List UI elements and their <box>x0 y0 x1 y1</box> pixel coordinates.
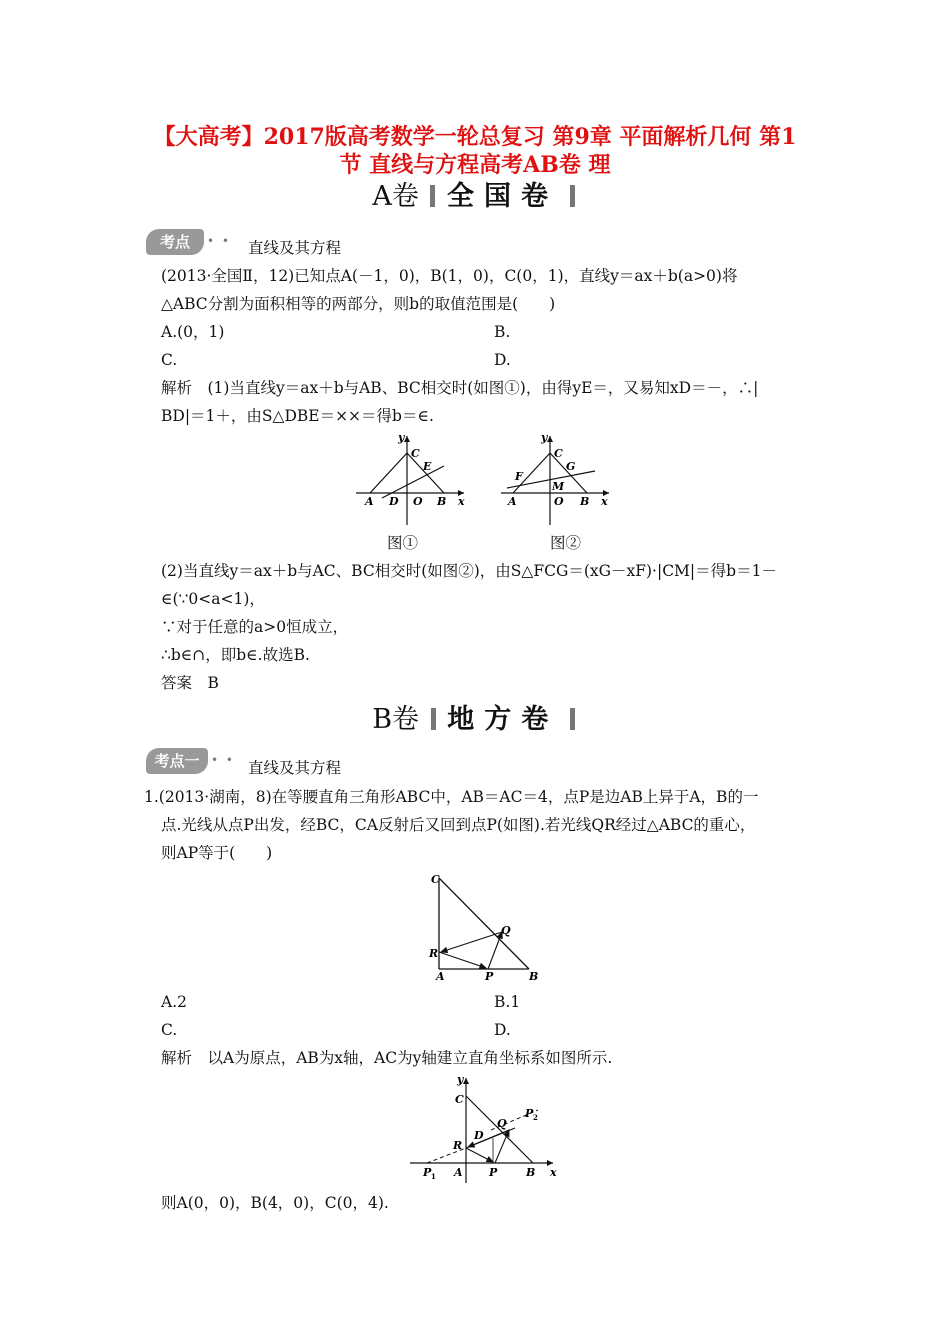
label-b: B <box>437 495 447 508</box>
label-r: R <box>429 947 439 960</box>
q2-solution-line1: 解析 以A为原点，AB为x轴，AC为y轴建立直角坐标系如图所示. <box>161 1049 613 1067</box>
badge-dots: • • <box>207 234 231 248</box>
section-b-name: 地方卷 <box>447 704 559 735</box>
q2-line2: 点.光线从点P出发，经BC，CA反射后又回到点P(如图).若光线QR经过△ABC的重心， <box>161 816 756 834</box>
label-x: x <box>458 495 465 508</box>
divider-bar <box>570 708 575 730</box>
section-a-header <box>0 180 950 214</box>
figure-1-caption: 图① <box>387 534 419 552</box>
kaodian-topic: 直线及其方程 <box>248 759 342 777</box>
kaodian-badge: 考点一 <box>146 748 208 774</box>
label-o: O <box>554 495 564 508</box>
label-a: A <box>436 970 445 983</box>
label-a: A <box>508 495 517 508</box>
badge-dots: • • <box>211 753 235 767</box>
label-c: C <box>411 447 420 460</box>
q2-line3: 则AP等于( ) <box>161 844 273 862</box>
label-y: y <box>457 1073 464 1086</box>
q2-option-b: B.1 <box>494 993 521 1011</box>
figure-4-diagram <box>405 1070 565 1186</box>
label-p1-subscript: 1 <box>431 1172 436 1181</box>
label-a: A <box>454 1166 463 1179</box>
figure-1-diagram <box>352 428 472 530</box>
q1-answer: 答案 B <box>161 674 219 692</box>
section-a-name: 全国卷 <box>447 181 559 212</box>
divider-bar <box>431 708 436 730</box>
doc-title-line2: 节 直线与方程高考AB卷 理 <box>339 152 611 178</box>
label-p2-subscript: 2 <box>533 1113 538 1122</box>
section-a-prefix: A卷 <box>372 181 419 212</box>
divider-bar <box>430 185 435 207</box>
q1-line1: (2013·全国Ⅱ，12)已知点A(－1，0)，B(1，0)，C(0，1)，直线y＝ax＋b(a>0)将 <box>161 267 738 285</box>
label-m: M <box>552 480 565 493</box>
kaodian-badge: 考点 <box>146 229 204 255</box>
q1-option-c: C. <box>161 351 178 369</box>
label-c: C <box>431 873 440 886</box>
q1-solution-line1: 解析 (1)当直线y＝ax＋b与AB、BC相交时(如图①)，由得yE＝，又易知xD＝－，∴| <box>161 379 759 397</box>
q2-line1: 1.(2013·湖南，8)在等腰直角三角形ABC中，AB＝AC＝4，点P是边AB上异于A，B的一 <box>144 788 759 806</box>
label-y: y <box>398 431 405 444</box>
label-a: A <box>365 495 374 508</box>
label-c: C <box>554 447 563 460</box>
q1-solution-line2: BD|＝1＋，由S△DBE＝××＝得b＝∈. <box>161 407 434 425</box>
label-q: Q <box>497 1117 507 1130</box>
q1-solution-line5: ∵对于任意的a>0恒成立， <box>161 618 349 636</box>
divider-bar <box>570 185 575 207</box>
label-x: x <box>550 1166 557 1179</box>
label-b: B <box>529 970 539 983</box>
label-r: R <box>453 1139 463 1152</box>
label-d: D <box>474 1129 484 1142</box>
label-p: P <box>485 970 494 983</box>
label-y: y <box>541 431 548 444</box>
q2-option-a: A.2 <box>161 993 187 1011</box>
section-b-prefix: B卷 <box>372 704 420 735</box>
q1-option-b: B. <box>494 323 511 341</box>
label-o: O <box>413 495 423 508</box>
label-p: P <box>489 1166 498 1179</box>
q1-solution-line6: ∴b∈∩，即b∈.故选B. <box>161 646 310 664</box>
q2-solution-line2: 则A(0，0)，B(4，0)，C(0，4). <box>161 1194 389 1212</box>
label-c: C <box>455 1093 464 1106</box>
doc-title-line1: 【大高考】2017版高考数学一轮总复习 第9章 平面解析几何 第1 <box>153 124 797 150</box>
label-g: G <box>566 460 576 473</box>
q1-solution-line3: (2)当直线y＝ax＋b与AC、BC相交时(如图②)，由S△FCG＝(xG－xF)·|CM|＝得b＝1－ <box>161 562 777 580</box>
section-b-header <box>0 703 950 737</box>
q1-solution-line4: ∈(∵0<a<1)， <box>161 590 265 608</box>
label-p1: P <box>423 1166 432 1179</box>
figure-2-diagram <box>497 428 617 530</box>
label-q: Q <box>501 924 511 937</box>
figure-2-caption: 图② <box>550 534 582 552</box>
figure-3-diagram <box>425 868 545 986</box>
label-f: F <box>515 470 523 483</box>
q2-option-d: D. <box>494 1021 511 1039</box>
label-d: D <box>389 495 399 508</box>
q2-option-c: C. <box>161 1021 178 1039</box>
label-b: B <box>526 1166 536 1179</box>
kaodian-topic: 直线及其方程 <box>248 239 342 257</box>
label-p2: P <box>525 1107 534 1120</box>
q1-option-d: D. <box>494 351 511 369</box>
q1-line2: △ABC分割为面积相等的两部分，则b的取值范围是( ) <box>161 295 556 313</box>
label-b: B <box>580 495 590 508</box>
label-x: x <box>601 495 608 508</box>
q1-option-a: A.(0，1) <box>161 323 225 341</box>
label-e: E <box>423 460 432 473</box>
